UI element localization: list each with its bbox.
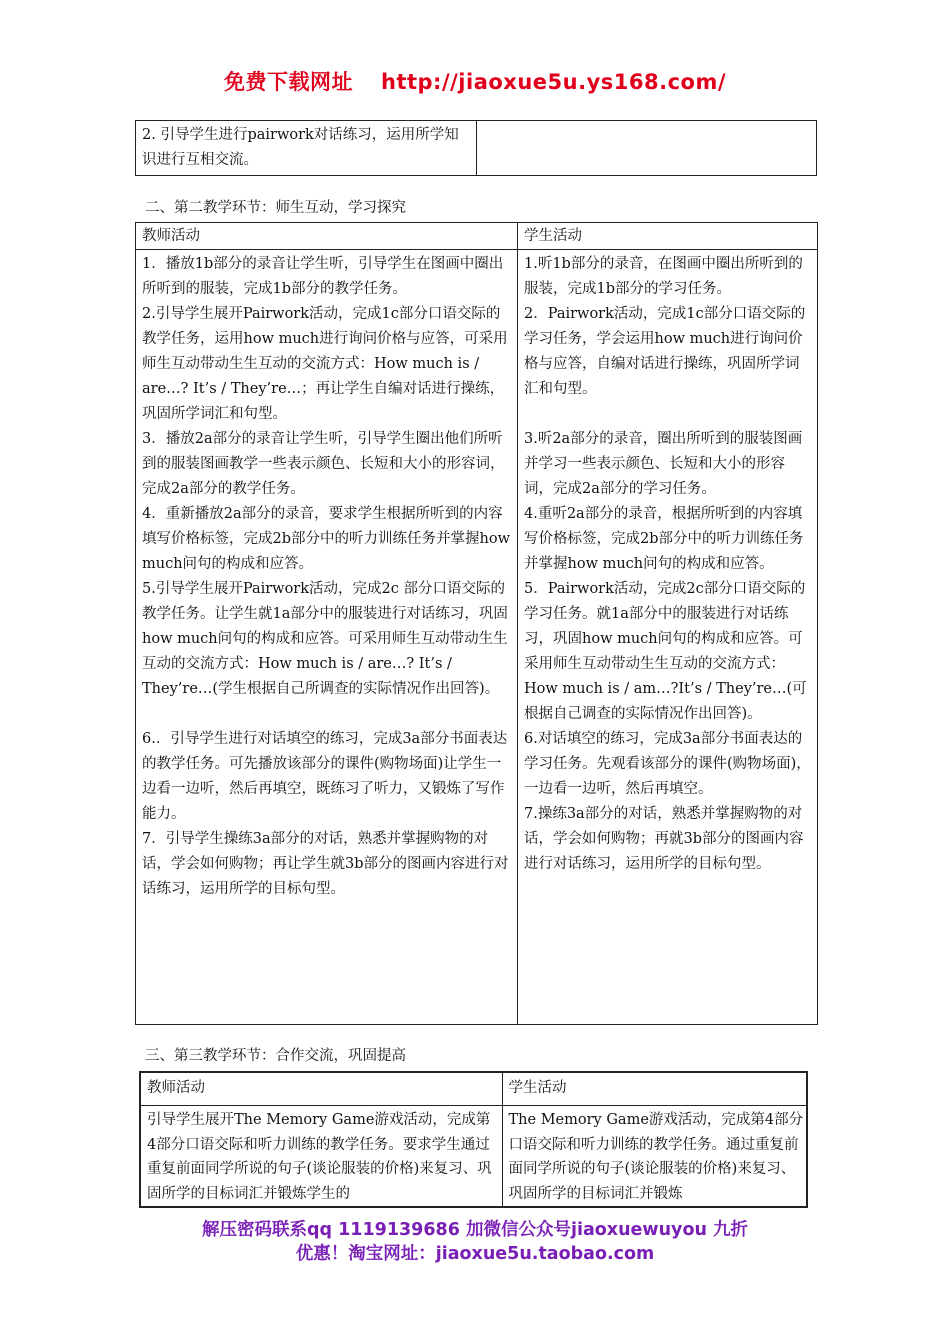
student-item-2: 2．Pairwork活动，完成1c部分口语交际的学习任务，学会运用how much进行询问价格与应答，自编对话进行操练，巩固所学词汇和句型。 (524, 306, 806, 397)
section3-teacher-cell: 引导学生展开The Memory Game游戏活动，完成第4部分口语交际和听力训练的教学任务。要求学生通过重复前面同学所说的句子(谈论服装的价格)来复习、巩固所学的目标词汇并锻炼学生的 (140, 1106, 502, 1208)
teacher-item-2: 2.引导学生展开Pairwork活动，完成1c部分口语交际的教学任务，运用how much进行询问价格与应答，可采用师生互动带动生生互动的交流方式：How much is / are…? It’s / They’re…；再让学生自编对话进行操练，巩固所学词汇和句型。 (142, 306, 508, 422)
section2-teacher-header: 教师活动 (136, 223, 518, 250)
student-item-4: 4.重听2a部分的录音，根据所听到的内容填写价格标签，完成2b部分中的听力训练任务并掌握how much问句的构成和应答。 (524, 506, 804, 572)
section2-student-cell (518, 250, 818, 1025)
section2-title: 二、第二教学环节：师生互动，学习探究 (145, 200, 406, 216)
student-item-1: 1.听1b部分的录音，在图画中圈出所听到的服装，完成1b部分的学习任务。 (524, 256, 803, 297)
header-label: 免费下载网址 (224, 70, 353, 94)
section3-student-cell: The Memory Game游戏活动，完成第4部分口语交际和听力训练的教学任务。通过重复前面同学所说的句子(谈论服装的价格)来复习、巩固所学的目标词汇并锻炼 (502, 1106, 807, 1208)
student-item-3: 3.听2a部分的录音，圈出所听到的服装图画并学习一些表示颜色、长短和大小的形容词，完成2a部分的学习任务。 (524, 431, 803, 497)
student-item-7: 7.操练3a部分的对话，熟悉并掌握购物的对话，学会如何购物；再就3b部分的图画内容进行对话练习，运用所学的目标句型。 (524, 806, 804, 872)
section3-table (139, 1071, 808, 1208)
teacher-item-3: 3．播放2a部分的录音让学生听，引导学生圈出他们所听到的服装图画教学一些表示颜色、长短和大小的形容词，完成2a部分的教学任务。 (142, 431, 505, 497)
section3-student-header: 学生活动 (502, 1072, 807, 1106)
top-table (135, 120, 817, 176)
section2-table (135, 222, 818, 1025)
top-table-teacher-cell: 2. 引导学生进行pairwork对话练习，运用所学知识进行互相交流。 (136, 121, 477, 176)
teacher-item-7: 7．引导学生操练3a部分的对话，熟悉并掌握购物的对话，学会如何购物；再让学生就3b部分的图画内容进行对话练习，运用所学的目标句型。 (142, 831, 509, 897)
student-blank-line (524, 402, 811, 427)
section3-teacher-header: 教师活动 (140, 1072, 502, 1106)
student-item-6: 6.对话填空的练习，完成3a部分书面表达的学习任务。先观看该部分的课件(购物场面)，一边看一边听，然后再填空。 (524, 731, 811, 797)
teacher-item-4: 4．重新播放2a部分的录音，要求学生根据所听到的内容填写价格标签，完成2b部分中的听力训练任务并掌握how much问句的构成和应答。 (142, 506, 510, 572)
page-header (0, 66, 950, 96)
section2-student-header: 学生活动 (518, 223, 818, 250)
section3-title: 三、第三教学环节：合作交流，巩固提高 (145, 1048, 406, 1064)
teacher-item-5: 5.引导学生展开Pairwork活动，完成2c 部分口语交际的教学任务。让学生就1a部分中的服装进行对话练习，巩固how much问句的构成和应答。可采用师生互动带动生生互动的交流方式：How much is / are…? It’s / They’re…(学生根据自己所调查的实际情况作出回答)。 (142, 581, 508, 697)
teacher-item-6: 6.．引导学生进行对话填空的练习，完成3a部分书面表达的教学任务。可先播放该部分的课件(购物场面)让学生一边看一边听，然后再填空，既练习了听力，又锻炼了写作能力。 (142, 731, 508, 822)
header-url-link[interactable]: http://jiaoxue5u.ys168.com/ (381, 70, 726, 94)
student-item-5: 5．Pairwork活动，完成2c部分口语交际的学习任务。就1a部分中的服装进行对话练习，巩固how much问句的构成和应答。可采用师生互动带动生生互动的交流方式：How much is / am…?It’s / They’re…(可根据自己调查的实际情况作出回答)。 (524, 581, 807, 722)
teacher-item-1: 1．播放1b部分的录音让学生听，引导学生在图画中圈出所听到的服装，完成1b部分的教学任务。 (142, 256, 504, 297)
teacher-blank-line (142, 702, 511, 727)
top-table-student-cell (477, 121, 817, 176)
section2-teacher-cell (136, 250, 518, 1025)
footer-line-2: 优惠！淘宝网址：jiaoxue5u.taobao.com (295, 1244, 655, 1264)
footer-line-1: 解压密码联系qq 1119139686 加微信公众号jiaoxuewuyou 九折 (201, 1220, 749, 1240)
